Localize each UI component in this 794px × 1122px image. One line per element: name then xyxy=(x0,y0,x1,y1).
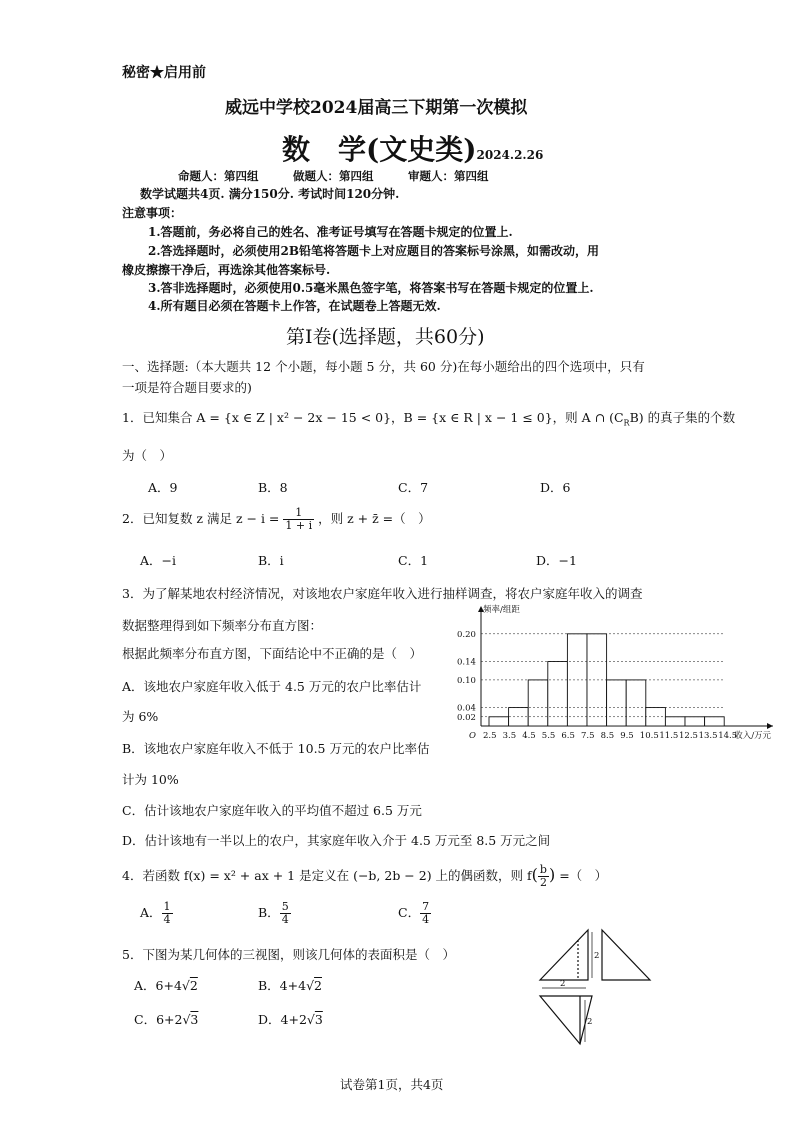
q4-c-den: 4 xyxy=(422,913,430,926)
q1-text-a: 1．已知集合 A = {x ∈ Z | x² − 2x − 15 < 0}，B = {x ∈ R | x − 1 ≤ 0}，则 A ∩ (C xyxy=(122,410,624,425)
q4-b-den: 4 xyxy=(281,913,289,926)
dim-label-2: 2 xyxy=(560,979,566,989)
q3-line-2: 数据整理得到如下频率分布直方图： xyxy=(122,618,323,633)
proposers: 命题人：第四组 做题人：第四组 审题人：第四组 xyxy=(178,169,489,183)
histogram-bar xyxy=(665,717,685,726)
x-tick-label: 2.5 xyxy=(483,731,497,741)
side-view xyxy=(602,930,650,980)
q2-fraction xyxy=(283,507,314,532)
x-axis-label: 收入/万元 xyxy=(734,731,772,741)
y-tick-label: 0.14 xyxy=(457,657,476,668)
front-view xyxy=(540,930,588,980)
note-3: 3.答非选择题时，必须使用0.5毫米黑色签字笔，将答案书写在答题卡规定的位置上. xyxy=(148,281,594,295)
q5-c-radicand: 3 xyxy=(190,1012,199,1027)
q4-b-label: B． xyxy=(258,905,280,920)
q2-option-a: A．−i xyxy=(140,553,176,568)
three-view-diagram xyxy=(530,920,670,1060)
section-title: 第Ⅰ卷(选择题，共60分) xyxy=(286,326,485,348)
q2-prefix: 2．已知复数 z 满足 z − i = xyxy=(122,511,280,526)
histogram-bar xyxy=(626,680,646,726)
dim-label-3: 2 xyxy=(587,1017,593,1027)
q5-option-d: D．4+2√3 xyxy=(258,1012,323,1027)
notes-title: 注意事项： xyxy=(122,206,183,220)
y-tick-label: 0.20 xyxy=(457,629,476,640)
exam-info: 数学试题共4页. 满分150分. 考试时间120分钟. xyxy=(140,187,400,201)
x-tick-label: 5.5 xyxy=(541,731,556,741)
y-tick-label: 0.02 xyxy=(457,712,476,723)
q3-option-b-2: 计为 10% xyxy=(122,772,179,787)
q1-option-d: D．6 xyxy=(540,480,571,495)
x-axis-arrow xyxy=(767,723,773,729)
q5-a-radicand: 2 xyxy=(189,978,198,993)
q2-option-b: B．i xyxy=(258,553,284,568)
q4-c-num: 7 xyxy=(422,900,430,913)
q3-option-d: D．估计该地有一半以上的农户，其家庭年收入介于 4.5 万元至 8.5 万元之间 xyxy=(122,833,551,848)
q4-stem: 4．若函数 f(x) = x² + ax + 1 是定义在 (−b, 2b − 2) 上的偶函数，则 f( $\frac{b}{2}$ ) =（ ） xyxy=(122,863,608,889)
q1-option-c: C．7 xyxy=(398,480,429,495)
exam-date: 2024.2.26 xyxy=(476,148,544,162)
q1-option-a: A．9 xyxy=(148,480,178,495)
note-1: 1.答题前，务必将自己的姓名、准考证号填写在答题卡规定的位置上. xyxy=(148,225,513,239)
q5-d-radicand: 3 xyxy=(314,1012,323,1027)
dim-label-1: 2 xyxy=(594,951,600,961)
q5-option-c: C．6+2√3 xyxy=(134,1012,199,1027)
x-tick-label: 7.5 xyxy=(581,731,595,741)
x-tick-label: 6.5 xyxy=(561,731,575,741)
q4-option-b xyxy=(258,901,291,926)
q2-den: 1 + i xyxy=(285,519,313,532)
q4-a-num: 1 xyxy=(163,900,171,913)
q3-option-b-1: B．该地农户家庭年收入不低于 10.5 万元的农户比率估 xyxy=(122,741,430,756)
q2-stem xyxy=(122,507,431,532)
note-4: 4.所有题目必须在答题卡上作答，在试题卷上答题无效. xyxy=(148,299,441,313)
secret-label: 秘密★启用前 xyxy=(122,65,206,81)
q4-option-a xyxy=(140,901,173,926)
q5-b-radicand: 2 xyxy=(314,978,322,993)
q2-suffix: ，则 z + z̄ =（ ） xyxy=(318,511,431,526)
x-tick-label: 11.5 xyxy=(659,731,679,741)
histogram-chart xyxy=(455,600,785,750)
note-2: 2.答选择题时，必须使用2B铅笔将答题卡上对应题目的答案标号涂黑，如需改动，用 xyxy=(148,244,600,258)
q5-option-b: B．4+4√2 xyxy=(258,978,322,993)
page-footer: 试卷第1页，共4页 xyxy=(340,1077,444,1092)
q5-d-text: D．4+2 xyxy=(258,1012,307,1027)
q5-option-a: A．6+4√2 xyxy=(134,978,198,993)
q4-a-frac xyxy=(162,901,173,926)
q5-b-text: B．4+4 xyxy=(258,978,307,993)
x-tick-label: 4.5 xyxy=(522,731,536,741)
x-tick-label: 14.5 xyxy=(718,731,738,741)
q3-line-1: 3．为了解某地农村经济情况，对该地农户家庭年收入进行抽样调查，将农户家庭年收入的调查 xyxy=(122,586,643,601)
x-tick-label: 10.5 xyxy=(639,731,659,741)
q1-stem xyxy=(122,408,735,428)
school-title: 威远中学校2024届高三下期第一次模拟 xyxy=(225,98,528,118)
histogram-bar xyxy=(685,717,705,726)
y-tick-label: 0.10 xyxy=(457,675,476,686)
q5-c-text: C．6+2 xyxy=(134,1012,183,1027)
histogram-bar xyxy=(548,661,568,726)
origin-label: O xyxy=(469,731,476,741)
q3-option-c: C．估计该地农户家庭年收入的平均值不超过 6.5 万元 xyxy=(122,803,422,818)
section-intro-1: 一、选择题:（本大题共 12 个小题，每小题 5 分，共 60 分)在每小题给出的四个选项中，只有 xyxy=(122,359,645,374)
x-tick-label: 8.5 xyxy=(600,731,615,741)
x-tick-label: 3.5 xyxy=(502,731,517,741)
q4-b-frac xyxy=(280,901,291,926)
q4-option-c xyxy=(398,901,431,926)
top-view xyxy=(540,996,592,1044)
q4-den: 2 xyxy=(539,876,547,889)
q5-a-text: A．6+4 xyxy=(134,978,182,993)
q2-num: 1 xyxy=(283,507,314,520)
q4-fraction xyxy=(538,864,549,889)
y-axis-label: 频率/组距 xyxy=(483,605,520,615)
subject-title xyxy=(282,128,543,168)
q4-b-num: 5 xyxy=(281,900,289,913)
q4-suffix: =（ ） xyxy=(559,868,608,883)
histogram-bar xyxy=(489,717,509,726)
q4-c-label: C． xyxy=(398,905,421,920)
q4-a-label: A． xyxy=(140,905,162,920)
q1-sub: R xyxy=(623,418,630,428)
q1-text-b: B) 的真子集的个数 xyxy=(629,410,736,425)
y-tick-label: 0.04 xyxy=(457,703,476,714)
x-tick-label: 12.5 xyxy=(679,731,698,741)
x-tick-label: 13.5 xyxy=(698,731,718,741)
section-intro-2: 一项是符合题目要求的) xyxy=(122,380,252,395)
histogram-bar xyxy=(607,680,627,726)
q3-option-a-2: 为 6% xyxy=(122,709,159,724)
q4-a-den: 4 xyxy=(163,913,171,926)
histogram-bar xyxy=(528,680,548,726)
x-tick-label: 9.5 xyxy=(620,731,634,741)
q4-prefix: 4．若函数 f(x) = x² + ax + 1 是定义在 (−b, 2b − 2) 上的偶函数，则 f xyxy=(122,868,532,883)
q3-option-a-1: A．该地农户家庭年收入低于 4.5 万元的农户比率估计 xyxy=(122,679,422,694)
q1-stem-cont: 为（ ） xyxy=(122,448,173,463)
note-2-cont: 橡皮擦擦干净后，再选涂其他答案标号. xyxy=(122,263,331,277)
q2-option-c: C．1 xyxy=(398,553,429,568)
histogram-bar xyxy=(705,717,725,726)
q4-c-frac xyxy=(420,901,431,926)
q4-num: b xyxy=(539,863,547,876)
subject-name: 数 学(文史类) xyxy=(282,133,477,166)
q1-option-b: B．8 xyxy=(258,480,288,495)
q2-option-d: D．−1 xyxy=(536,553,577,568)
q5-stem: 5．下图为某几何体的三视图，则该几何体的表面积是（ ） xyxy=(122,947,455,962)
q3-line-3: 根据此频率分布直方图，下面结论中不正确的是（ ） xyxy=(122,646,423,661)
